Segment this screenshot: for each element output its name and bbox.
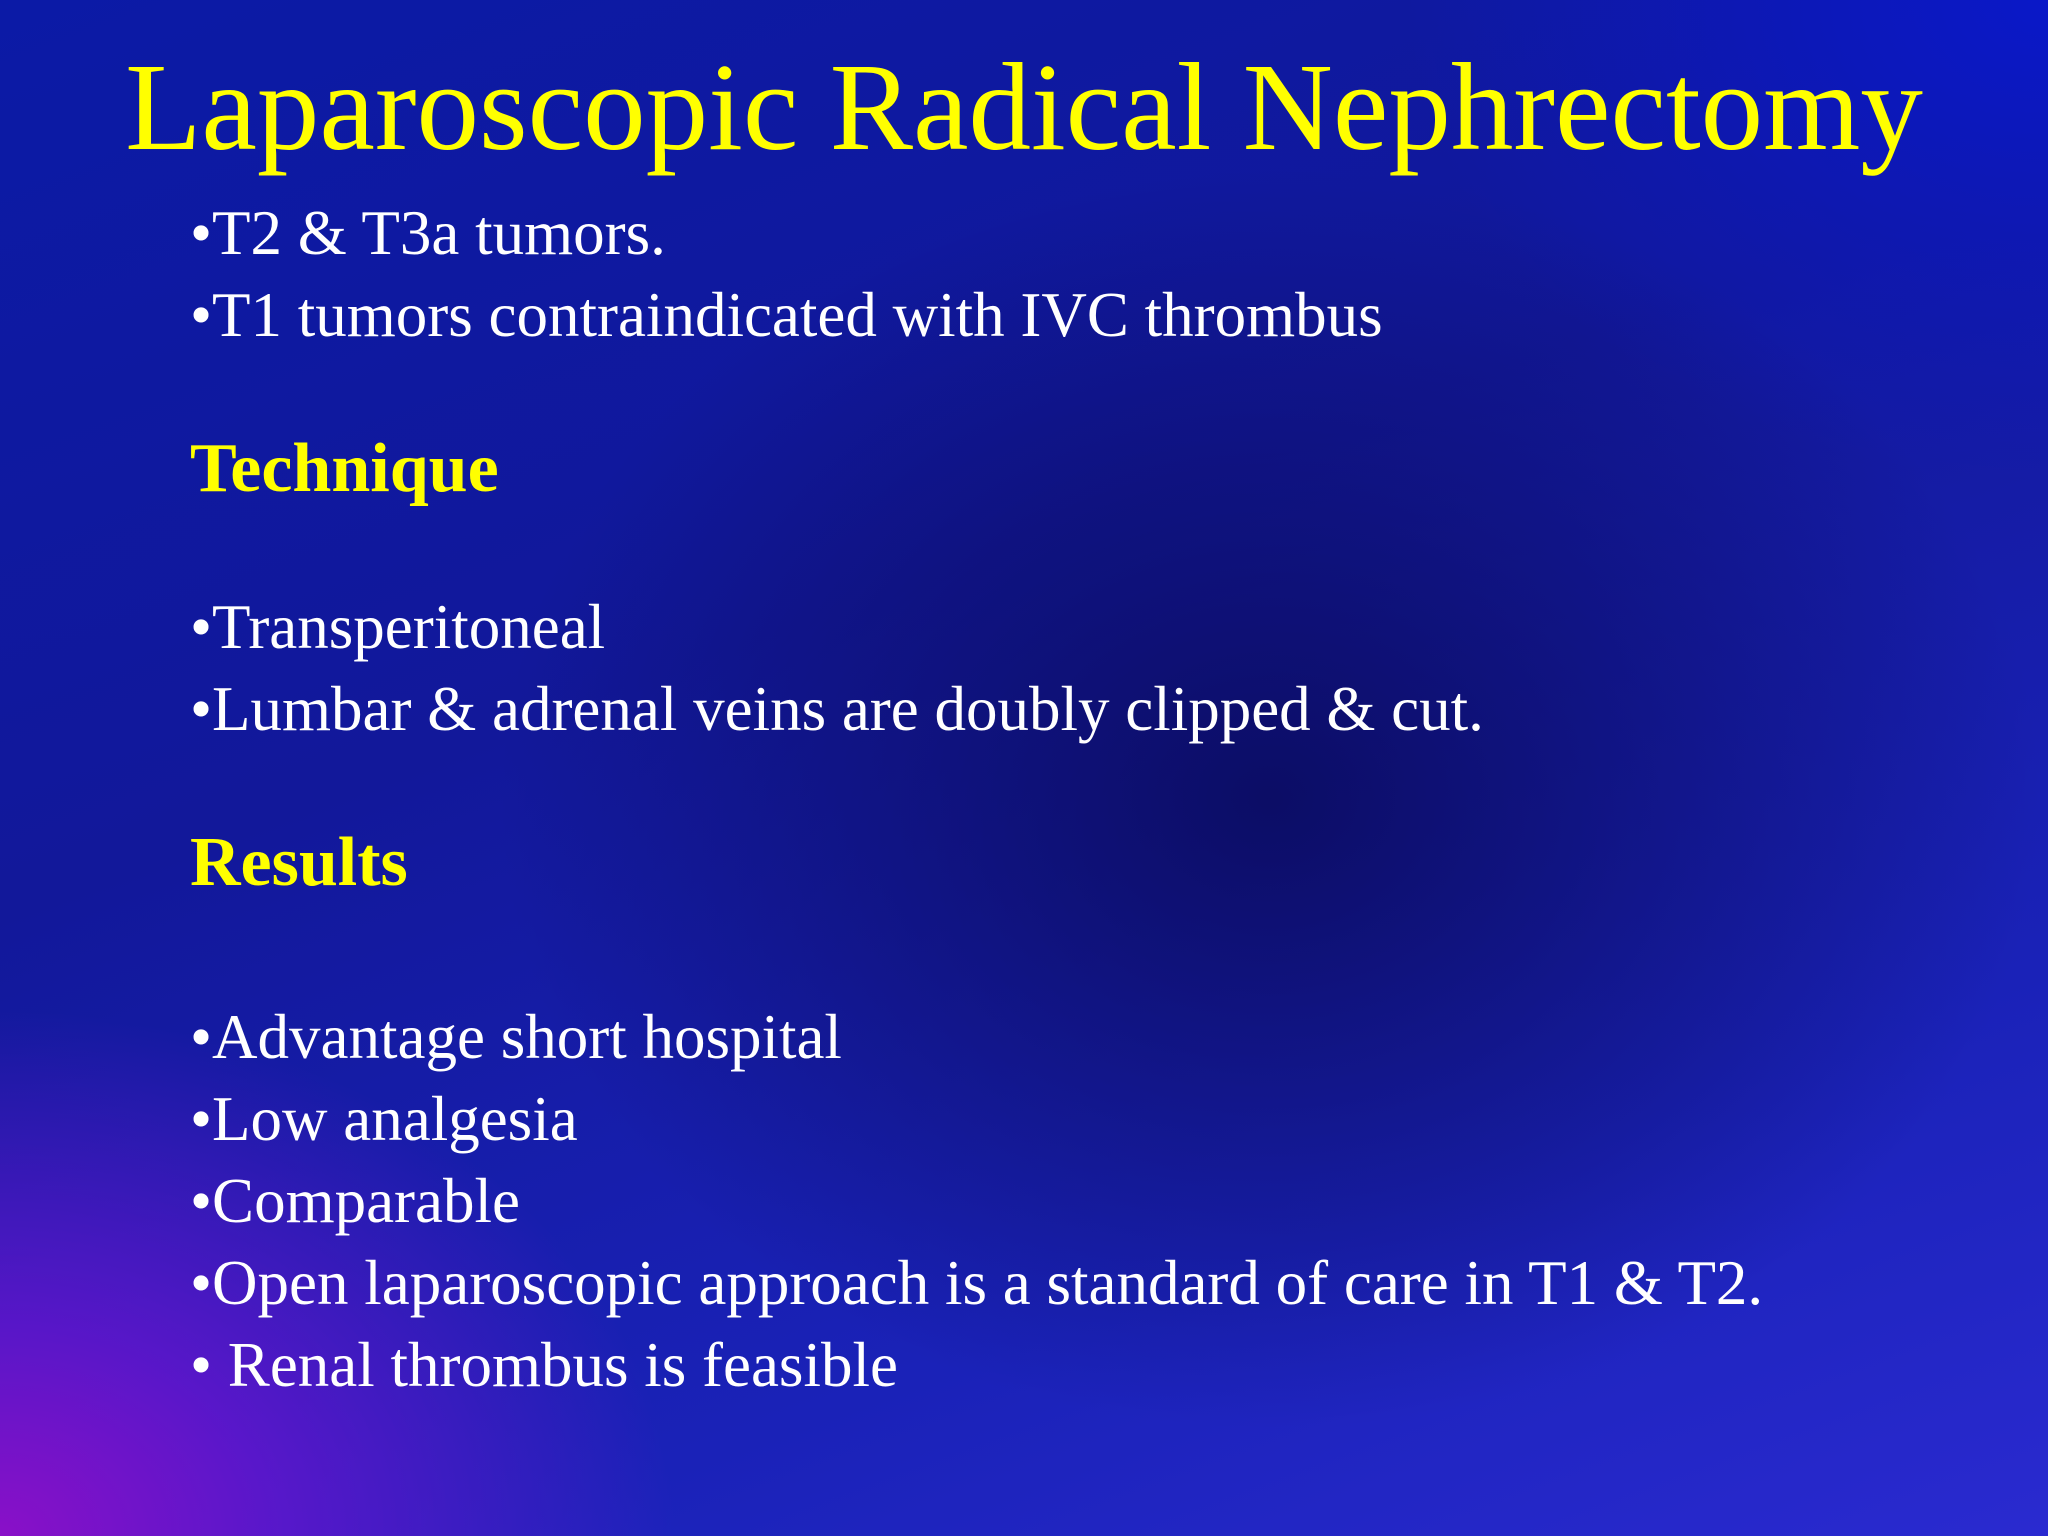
intro-bullet-list <box>190 192 1990 356</box>
technique-heading: Technique <box>190 430 499 507</box>
slide-title: Laparoscopic Radical Nephrectomy <box>125 39 1923 177</box>
list-item: •T1 tumors contraindicated with IVC thrombus <box>190 280 1383 350</box>
list-item: •Open laparoscopic approach is a standard of care in T1 & T2. <box>190 1248 1764 1318</box>
results-bullet-list <box>190 996 1990 1406</box>
list-item: •Comparable <box>190 1166 520 1236</box>
technique-section <box>190 428 1990 510</box>
list-item: •Lumbar & adrenal veins are doubly clipped & cut. <box>190 674 1484 744</box>
list-item: •Transperitoneal <box>190 592 606 662</box>
list-item: •T2 & T3a tumors. <box>190 198 666 268</box>
results-section <box>190 822 1990 904</box>
technique-bullet-list <box>190 586 1990 750</box>
list-item: • Renal thrombus is feasible <box>190 1330 898 1400</box>
list-item: •Advantage short hospital <box>190 1002 842 1072</box>
list-item: •Low analgesia <box>190 1084 578 1154</box>
results-heading: Results <box>190 824 408 901</box>
